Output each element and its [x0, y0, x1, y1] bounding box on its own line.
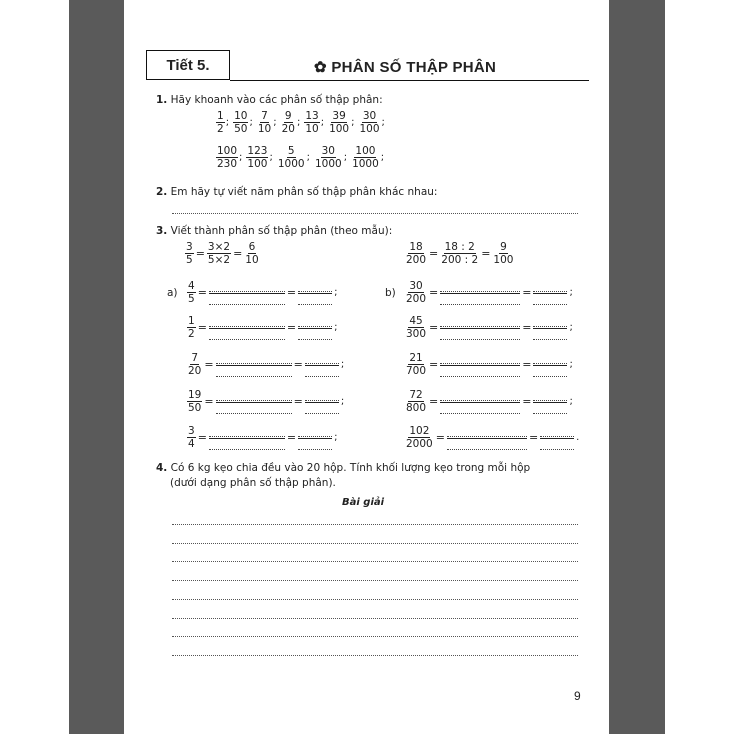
answer-line[interactable] [172, 636, 578, 637]
worksheet-page [124, 0, 609, 734]
answer-fraction-blank[interactable] [298, 281, 332, 305]
answer-fraction-blank[interactable] [533, 390, 567, 414]
q1-fraction-row-2 [216, 145, 388, 170]
answer-line[interactable] [172, 543, 578, 544]
row-terminator: ; [569, 359, 573, 370]
exercise-row: $\frac{21}{700}$ = = ; [406, 352, 573, 377]
row-terminator: ; [569, 322, 573, 333]
q1-fraction: $\frac{30}{1000}$ [314, 145, 342, 170]
fraction-separator: ; [269, 152, 273, 163]
q2-answer-line[interactable] [172, 213, 578, 214]
example-right-fraction-1: $\frac{18}{200}$ [406, 241, 427, 266]
question-3-number: 3. [156, 225, 168, 237]
exercise-fraction: $\frac{21}{700}$ [406, 352, 427, 377]
exercise-fraction: $\frac{45}{300}$ [406, 315, 427, 340]
exercise-fraction: $\frac{1}{2}$ [188, 315, 195, 340]
exercise-fraction: $\frac{3}{4}$ [188, 425, 195, 450]
fraction-separator: ; [225, 117, 230, 128]
fraction-separator: ; [249, 117, 253, 128]
exercise-fraction: $\frac{30}{200}$ [406, 280, 427, 305]
fraction-separator: ; [273, 117, 277, 128]
q1-fraction: $\frac{123}{100}$ [247, 145, 268, 170]
solution-label: Bài giải [342, 497, 385, 508]
answer-fraction-blank[interactable] [305, 390, 339, 414]
answer-fraction-blank[interactable] [533, 281, 567, 305]
q1-fraction: $\frac{1}{2}$ [217, 110, 224, 135]
lesson-label: Tiết 5. [166, 56, 210, 74]
row-terminator: ; [340, 359, 345, 370]
lesson-label-box [146, 50, 230, 80]
answer-fraction-blank[interactable] [533, 316, 567, 340]
exercise-row: b) $\frac{30}{200}$ = = ; [385, 280, 573, 305]
answer-line[interactable] [172, 524, 578, 525]
answer-line[interactable] [172, 618, 578, 619]
page-title: ✿ PHÂN SỐ THẬP PHÂN [314, 59, 497, 76]
row-terminator: . [576, 432, 580, 443]
exercise-row: $\frac{3}{4}$ = = ; [188, 425, 338, 450]
answer-fraction-blank[interactable] [305, 353, 339, 377]
answer-fraction-blank[interactable] [209, 426, 285, 450]
row-terminator: ; [334, 287, 338, 298]
left-margin-bar [69, 0, 124, 734]
q1-fraction: $\frac{100}{1000}$ [352, 145, 379, 170]
q1-fraction: $\frac{30}{100}$ [359, 110, 380, 135]
q1-fraction: $\frac{100}{230}$ [217, 145, 238, 170]
question-1 [156, 94, 383, 106]
answer-fraction-blank[interactable] [209, 316, 285, 340]
example-right-fraction-3: $\frac{9}{100}$ [493, 241, 514, 266]
question-4-text-line-1: Có 6 kg kẹo chia đều vào 20 hộp. Tính khối lượng kẹo trong mỗi hộp [170, 462, 531, 474]
title-underline [230, 80, 589, 81]
q1-fraction: $\frac{5}{1000}$ [277, 145, 305, 170]
fraction-separator: ; [296, 117, 301, 128]
answer-fraction-blank[interactable] [440, 316, 520, 340]
question-3 [156, 225, 392, 237]
example-left-fraction-3: $\frac{6}{10}$ [245, 241, 259, 266]
fraction-separator: ; [239, 152, 243, 163]
fraction-separator: ; [320, 117, 325, 128]
example-left-fraction-2: $\frac{3\times 2}{5\times 2}$ [207, 241, 231, 266]
answer-line[interactable] [172, 561, 578, 562]
exercise-fraction: $\frac{4}{5}$ [188, 280, 195, 305]
fraction-separator: ; [306, 152, 310, 163]
answer-line[interactable] [172, 655, 578, 656]
answer-fraction-blank[interactable] [209, 281, 285, 305]
question-4-number: 4. [156, 462, 168, 474]
fraction-separator: ; [351, 117, 355, 128]
answer-line[interactable] [172, 599, 578, 600]
exercise-fraction: $\frac{19}{50}$ [188, 389, 202, 414]
question-2 [156, 186, 437, 198]
example-left-fraction-1: $\frac{3}{5}$ [186, 241, 193, 266]
q1-fraction: $\frac{7}{10}$ [257, 110, 272, 135]
row-terminator: ; [569, 396, 573, 407]
answer-fraction-blank[interactable] [440, 390, 520, 414]
answer-line[interactable] [172, 580, 578, 581]
exercise-fraction: $\frac{72}{800}$ [406, 389, 427, 414]
q1-fraction-row-1 [216, 110, 389, 135]
q1-fraction: $\frac{10}{50}$ [234, 110, 248, 135]
fraction-separator: ; [381, 117, 385, 128]
question-4 [156, 462, 530, 474]
exercise-row: $\frac{45}{300}$ = = ; [406, 315, 573, 340]
question-1-number: 1. [156, 94, 168, 106]
exercise-label: a) [167, 286, 178, 299]
exercise-row: $\frac{72}{800}$ = = ; [406, 389, 573, 414]
row-terminator: ; [569, 287, 573, 298]
q3-example-left: $\frac{3}{5}$ = $\frac{3\times 2}{5\times 2}$ = $\frac{6}{10}$ [186, 241, 259, 266]
answer-fraction-blank[interactable] [540, 426, 574, 450]
answer-fraction-blank[interactable] [447, 426, 527, 450]
answer-fraction-blank[interactable] [298, 426, 332, 450]
page-number: 9 [574, 689, 581, 703]
exercise-row: $\frac{102}{2000}$ = = . [406, 425, 580, 450]
answer-fraction-blank[interactable] [298, 316, 332, 340]
exercise-fraction: $\frac{7}{20}$ [188, 352, 202, 377]
question-2-text: Em hãy tự viết năm phân số thập phân khác nhau: [170, 186, 438, 198]
answer-fraction-blank[interactable] [216, 390, 292, 414]
row-terminator: ; [340, 396, 345, 407]
question-3-text: Viết thành phân số thập phân (theo mẫu): [170, 225, 393, 237]
q3-example-right: $\frac{18}{200}$ = $\frac{18 : 2}{200 : 2}$ = $\frac{9}{100}$ [406, 241, 514, 266]
answer-fraction-blank[interactable] [440, 281, 520, 305]
exercise-fraction: $\frac{102}{2000}$ [406, 425, 433, 450]
row-terminator: ; [334, 322, 338, 333]
exercise-row: $\frac{1}{2}$ = = ; [188, 315, 338, 340]
exercise-row: a) $\frac{4}{5}$ = = ; [167, 280, 338, 305]
question-2-number: 2. [156, 186, 168, 198]
exercise-row: $\frac{19}{50}$ = = ; [188, 389, 345, 414]
exercise-row: $\frac{7}{20}$ = = ; [188, 352, 345, 377]
exercise-label: b) [385, 286, 396, 299]
q1-fraction: $\frac{13}{10}$ [305, 110, 319, 135]
fraction-separator: ; [343, 152, 348, 163]
q1-fraction: $\frac{9}{20}$ [281, 110, 295, 135]
answer-fraction-blank[interactable] [440, 353, 520, 377]
right-margin-bar [609, 0, 665, 734]
question-4-text-line-2: (dưới dạng phân số thập phân). [170, 477, 336, 489]
answer-fraction-blank[interactable] [216, 353, 292, 377]
example-right-fraction-2: $\frac{18 : 2}{200 : 2}$ [441, 241, 479, 266]
question-1-text: Hãy khoanh vào các phân số thập phân: [170, 94, 383, 106]
answer-fraction-blank[interactable] [533, 353, 567, 377]
fraction-separator: ; [380, 152, 385, 163]
row-terminator: ; [334, 432, 338, 443]
q1-fraction: $\frac{39}{100}$ [329, 110, 350, 135]
